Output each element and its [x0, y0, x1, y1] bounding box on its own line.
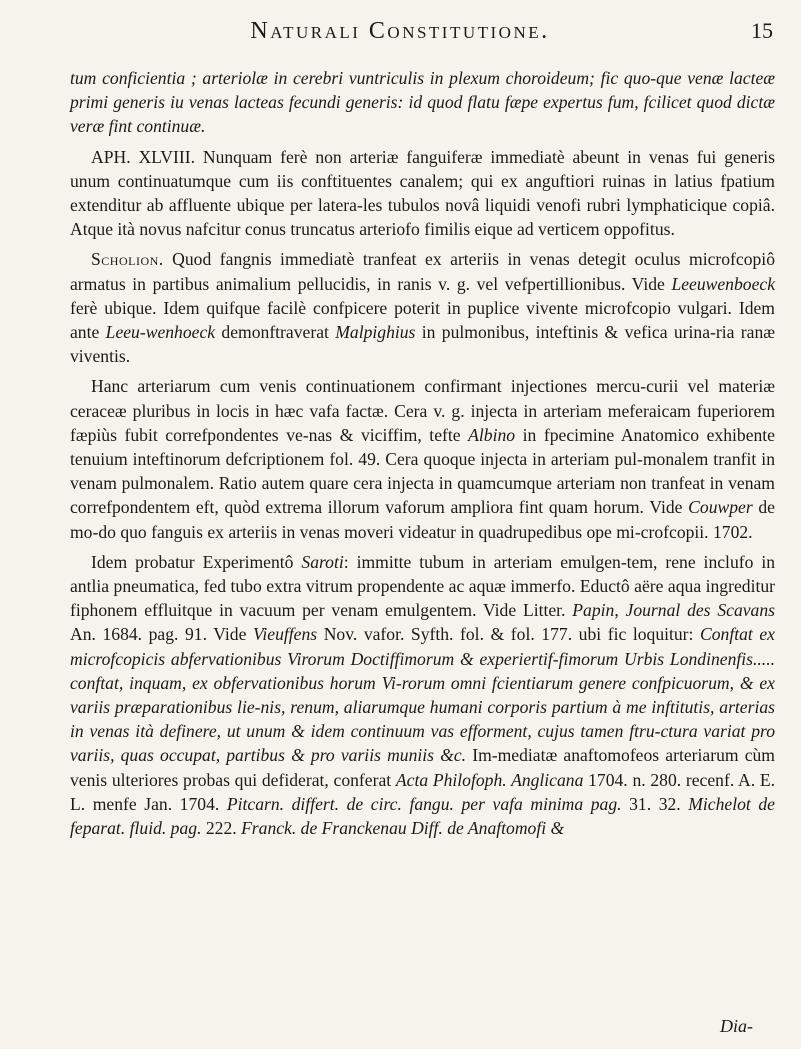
- italic-run: Pitcarn. differt. de circ. fangu. per vafa minima pag.: [226, 793, 622, 814]
- paragraph-injections: [70, 374, 775, 543]
- paragraph-aphorism-48: [70, 145, 775, 242]
- text-run: in pulmonibus, inteftinis & vefica urina-ria ranæ viventis.: [70, 322, 775, 367]
- italic-run: Acta Philofoph. Anglicana: [395, 769, 584, 790]
- text-body: [70, 66, 775, 840]
- italic-run: Albino: [468, 424, 516, 445]
- text-run: : immitte tubum in arteriam emulgen-tem, rene inclufo in antlia pneumatica, fed tubo extra vitrum propendente ac aquæ immerfo. Eductô aëre aqua ingreditur fiphonem effluitque in vacuum per venam emulgentem. Vide Litter.: [70, 551, 776, 621]
- italic-run: Journal des Scavans: [625, 600, 775, 621]
- italic-run: Malpighius: [335, 322, 416, 343]
- text-run: Idem probatur Experimentô: [91, 551, 302, 572]
- text-run: de mo-do quo fanguis ex arteriis in venas moveri videatur in quadrupedibus ope mi-crofcopii. 1702.: [70, 497, 775, 542]
- page-number: 15: [751, 18, 773, 43]
- text-run: Quod fangnis immediatè tranfeat ex arteriis in venas detegit oculus microfcopiô armatus in partibus animalium pellucidis, in ranis v. g. vel vefpertillionibus. Vide: [70, 249, 775, 294]
- text-run: in fpecimine Anatomico exhibente tenuium inteftinorum defcriptionem fol. 49. Cera quoque injecta in arteriam pul-monalem tranfit in venam pulmonalem. Ratio autem quare cera injecta in quamcumque arteriam non tranfeat in venam correfpondentem eft, quòd extrema illorum vaforum ampliora fint quam horum. Vide: [70, 424, 775, 518]
- italic-run: Papin: [572, 600, 615, 621]
- italic-run: Conftat ex microfcopicis abfervationibus Virorum Doctiffimorum & experiertif-fimorum Urbis Londinenfis..... conftat, inquam, ex obfervationibus horum Vi-rorum omni fcientiarum genere confpicuorum, & ex variis præparationibus lie-nis, renum, aliarumque humani corporis partium à me inftitutis, arterias in venas ità definere, ut unum & idem continuum vas efforment, cujus tamen ftru-ctura variat pro variis, quas occupat, partibus & pro variis muniis &c.: [70, 624, 775, 766]
- paragraph-continuation: [70, 66, 775, 139]
- italic-run: Couwper: [688, 497, 753, 518]
- italic-run: Leeuwenboeck: [671, 273, 775, 294]
- italic-run: Franck. de Franckenau Diff. de Anaftomofi &: [241, 818, 565, 839]
- text-run: Hanc arteriarum cum venis continuationem confirmant injectiones mercu-curii vel materiæ ceraceæ pluribus in locis in hæc vafa factæ. Cera v. g. injecta in arteriam meferaicam fuperiorem fæpiùs fubit correfpondentes ve-nas & viciffim, tefte: [70, 376, 775, 445]
- running-title: Naturali Constitutione.: [250, 18, 550, 44]
- text-run: Nov. vafor. Syfth. fol. & fol. 177. ubi fic loquitur:: [317, 624, 700, 645]
- small-caps-run: Scholion.: [91, 249, 164, 270]
- text-run: 31. 32.: [621, 793, 689, 814]
- page-header: [0, 18, 801, 58]
- italic-run: Saroti: [301, 551, 344, 572]
- italic-run: Michelot de feparat. fluid. pag.: [70, 793, 775, 839]
- text-run: Im-mediatæ anaftomofeos arteriarum cùm venis ulteriores probas qui defiderat, conferat: [70, 745, 775, 790]
- text-run: APH. XLVIII. Nunquam ferè non arteriæ fanguiferæ immediatè abeunt in venas fui generis unum continuatumque cum iis conftituentes canalem; qui ex anguftiori ruinas in latius fpatium extenditur ab affluente ubique per latera-les tubulos novâ liquidi venofi rubri lymphaticique copiâ. Atque ità novus nafcitur conus truncatus arteriofo fimilis eique ad verticem oppofitus.: [70, 146, 775, 240]
- text-run: ,: [614, 600, 626, 621]
- text-run: ferè ubique. Idem quifque facilè confpicere poterit in puplice vivente microfcopio vulgari. Idem ante: [70, 297, 775, 343]
- text-run: 1704. n. 280. recenf. A. E. L. menfe Jan. 1704.: [70, 769, 775, 814]
- catchword: Dia-: [720, 1016, 753, 1036]
- text-run: 222.: [201, 818, 242, 839]
- italic-run: Vieuffens: [252, 624, 318, 645]
- italic-run: Leeu-wenhoeck: [105, 322, 216, 343]
- text-run: An. 1684. pag. 91. Vide: [70, 624, 253, 645]
- paragraph-scholion: [70, 247, 775, 368]
- italic-run: tum conficientia ; arteriolæ in cerebri vuntriculis in plexum choroideum; fic quo-que venæ lacteæ primi generis iu venas lacteas fecundi generis: id quod flatu fæpe expertus fum, fcilicet quod dictæ veræ fint continuæ.: [70, 68, 775, 137]
- paragraph-saroti-experiment: [70, 550, 775, 840]
- text-run: demonftraverat: [215, 322, 336, 343]
